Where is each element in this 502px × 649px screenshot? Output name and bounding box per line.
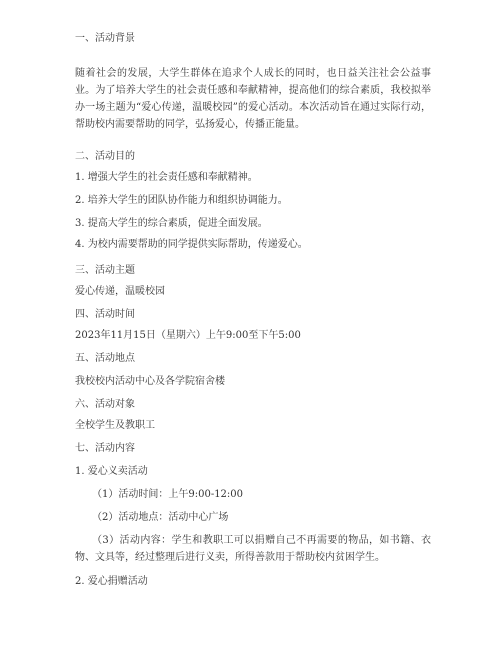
content-item-title: 1. 爱心义卖活动: [75, 466, 148, 477]
content-item-title: 2. 爱心捐赠活动: [75, 576, 148, 587]
section-heading-audience: 六、活动对象: [75, 399, 135, 410]
goal-item: 2. 培养大学生的团队协作能力和组织协调能力。: [75, 195, 288, 206]
time-text: 2023年11月15日（星期六）上午9:00至下午5:00: [75, 330, 301, 341]
audience-text: 全校学生及教职工: [75, 420, 155, 431]
content-item-place: （2）活动地点：活动中心广场: [92, 512, 229, 523]
section-heading-location: 五、活动地点: [75, 353, 135, 364]
section-heading-time: 四、活动时间: [75, 309, 135, 320]
content-item-description: （3）活动内容：学生和教职工可以捐赠自己不再需要的物品，如书籍、衣物、文具等，经过整理后进行义卖，所得善款用于帮助校内贫困学生。: [75, 535, 431, 563]
section-heading-background: 一、活动背景: [75, 33, 135, 44]
section-heading-theme: 三、活动主题: [75, 265, 135, 276]
theme-text: 爱心传递，温暖校园: [75, 286, 165, 297]
content-item-time: （1）活动时间：上午9:00-12:00: [92, 489, 244, 500]
goal-item: 3. 提高大学生的综合素质，促进全面发展。: [75, 218, 268, 229]
background-paragraph: 随着社会的发展，大学生群体在追求个人成长的同时，也日益关注社会公益事业。为了培养大学生的社会责任感和奉献精神，提高他们的综合素质，我校拟举办一场主题为“爱心传递，温暖校园”的爱心活动。本次活动旨在通过实际行动，帮助校内需要帮助的同学，弘扬爱心，传播正能量。: [75, 68, 431, 130]
goal-item: 4. 为校内需要帮助的同学提供实际帮助，传递爱心。: [75, 239, 308, 250]
location-text: 我校校内活动中心及各学院宿舍楼: [75, 376, 225, 387]
section-heading-content: 七、活动内容: [75, 443, 135, 454]
section-heading-goals: 二、活动目的: [75, 151, 135, 162]
goal-item: 1. 增强大学生的社会责任感和奉献精神。: [75, 172, 258, 183]
